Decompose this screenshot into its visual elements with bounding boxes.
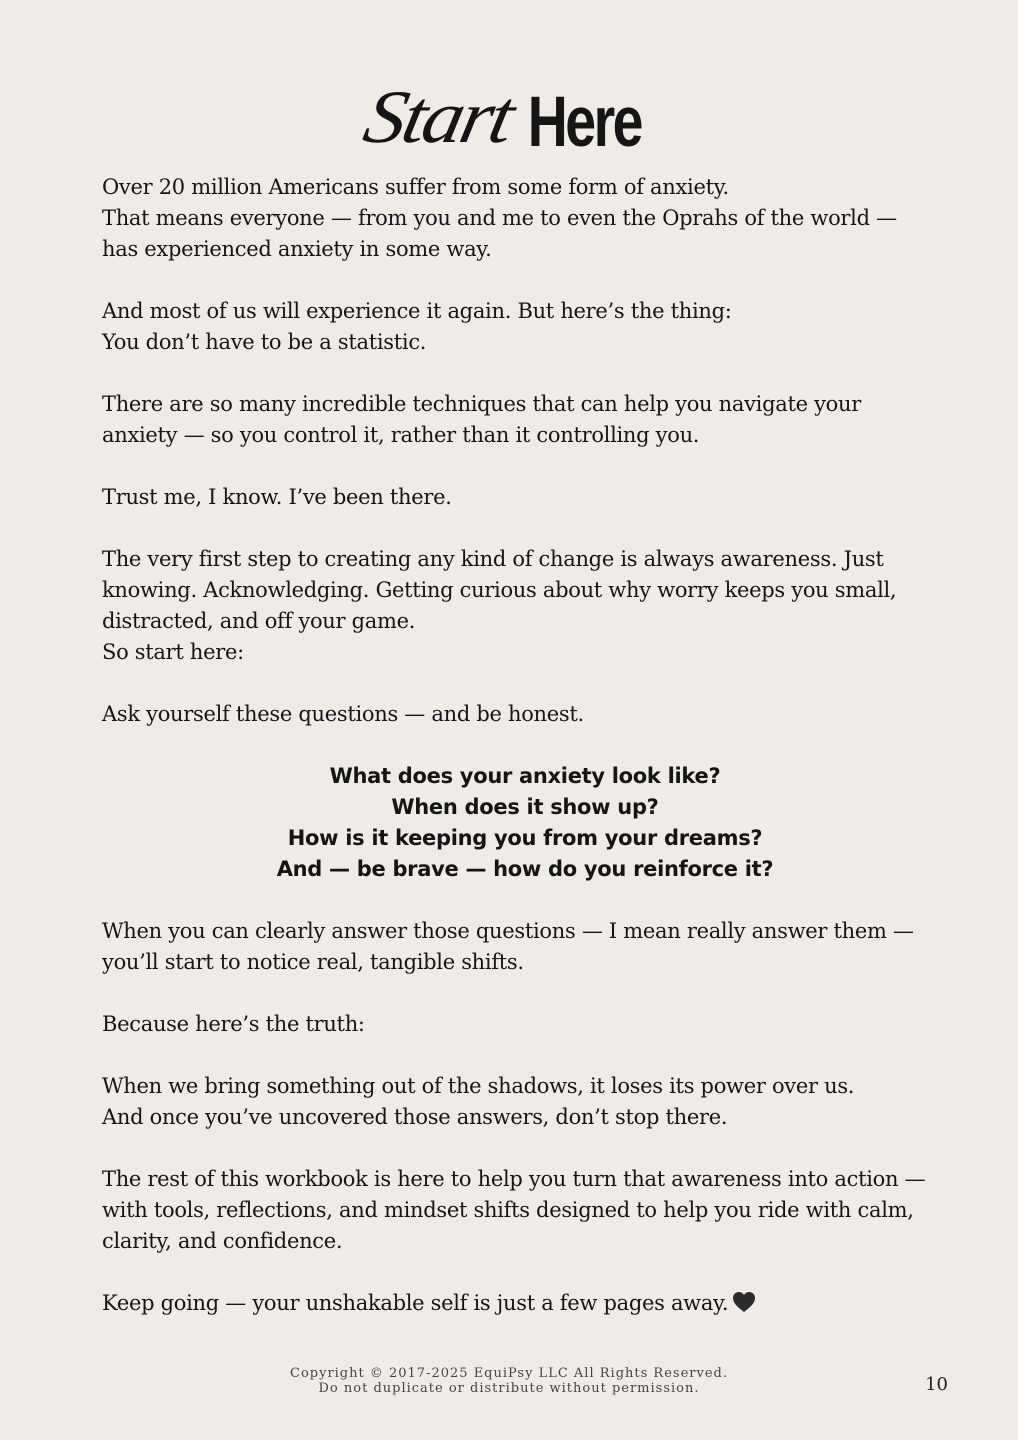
- paragraph: [102, 172, 952, 265]
- text-line: clarity, and confidence.: [102, 1229, 343, 1253]
- text-line: Over 20 million Americans suffer from some form of anxiety.: [102, 175, 729, 199]
- closing-text: Keep going — your unshakable self is just a few pages away.: [102, 1291, 729, 1315]
- text-line: Trust me, I know. I’ve been there.: [102, 485, 452, 509]
- text-line: you’ll start to notice real, tangible shifts.: [102, 950, 524, 974]
- reflection-questions: [102, 761, 948, 885]
- text-line: When you can clearly answer those questions — I mean really answer them —: [102, 919, 914, 943]
- question: What does your anxiety look like?: [329, 764, 721, 788]
- title-bold-word: Here: [528, 81, 642, 161]
- text-line: That means everyone — from you and me to even the Oprahs of the world —: [102, 206, 897, 230]
- text-line: And most of us will experience it again. But here’s the thing:: [102, 299, 732, 323]
- paragraph: [102, 296, 952, 358]
- copyright-line: Copyright © 2017-2025 EquiPsy LLC All Rights Reserved.: [290, 1366, 728, 1381]
- text-line: And once you’ve uncovered those answers, don’t stop there.: [102, 1105, 728, 1129]
- paragraph: [102, 699, 952, 730]
- question: And — be brave — how do you reinforce it?: [276, 857, 774, 881]
- text-line: The rest of this workbook is here to help you turn that awareness into action —: [102, 1167, 926, 1191]
- text-line: When we bring something out of the shadows, it loses its power over us.: [102, 1074, 855, 1098]
- text-line: knowing. Acknowledging. Getting curious about why worry keeps you small,: [102, 578, 897, 602]
- text-line: has experienced anxiety in some way.: [102, 237, 492, 261]
- heart-icon: [732, 1291, 756, 1313]
- text-line: distracted, and off your game.: [102, 609, 416, 633]
- paragraph: [102, 482, 952, 513]
- paragraph: [102, 544, 952, 668]
- text-line: anxiety — so you control it, rather than it controlling you.: [102, 423, 700, 447]
- paragraph: [102, 1009, 952, 1040]
- paragraph: [102, 389, 952, 451]
- text-line: Because here’s the truth:: [102, 1012, 365, 1036]
- title-script-word: Start: [357, 74, 520, 159]
- text-line: The very first step to creating any kind of change is always awareness. Just: [102, 547, 884, 571]
- text-line: [102, 1288, 952, 1319]
- text-line: with tools, reflections, and mindset shifts designed to help you ride with calm,: [102, 1198, 914, 1222]
- paragraph-closing: [102, 1288, 952, 1319]
- footer-copyright: [0, 1366, 1018, 1396]
- page-title: [0, 70, 1018, 164]
- text-line: There are so many incredible techniques that can help you navigate your: [102, 392, 861, 416]
- paragraph: [102, 1164, 952, 1257]
- body-text: [102, 172, 952, 1350]
- text-line: So start here:: [102, 640, 244, 664]
- notice-line: Do not duplicate or distribute without permission.: [318, 1381, 700, 1396]
- question: When does it show up?: [391, 795, 659, 819]
- question: How is it keeping you from your dreams?: [287, 826, 763, 850]
- paragraph: [102, 916, 952, 978]
- text-line: You don’t have to be a statistic.: [102, 330, 427, 354]
- page-number: 10: [925, 1374, 948, 1395]
- text-line: Ask yourself these questions — and be honest.: [102, 702, 584, 726]
- paragraph: [102, 1071, 952, 1133]
